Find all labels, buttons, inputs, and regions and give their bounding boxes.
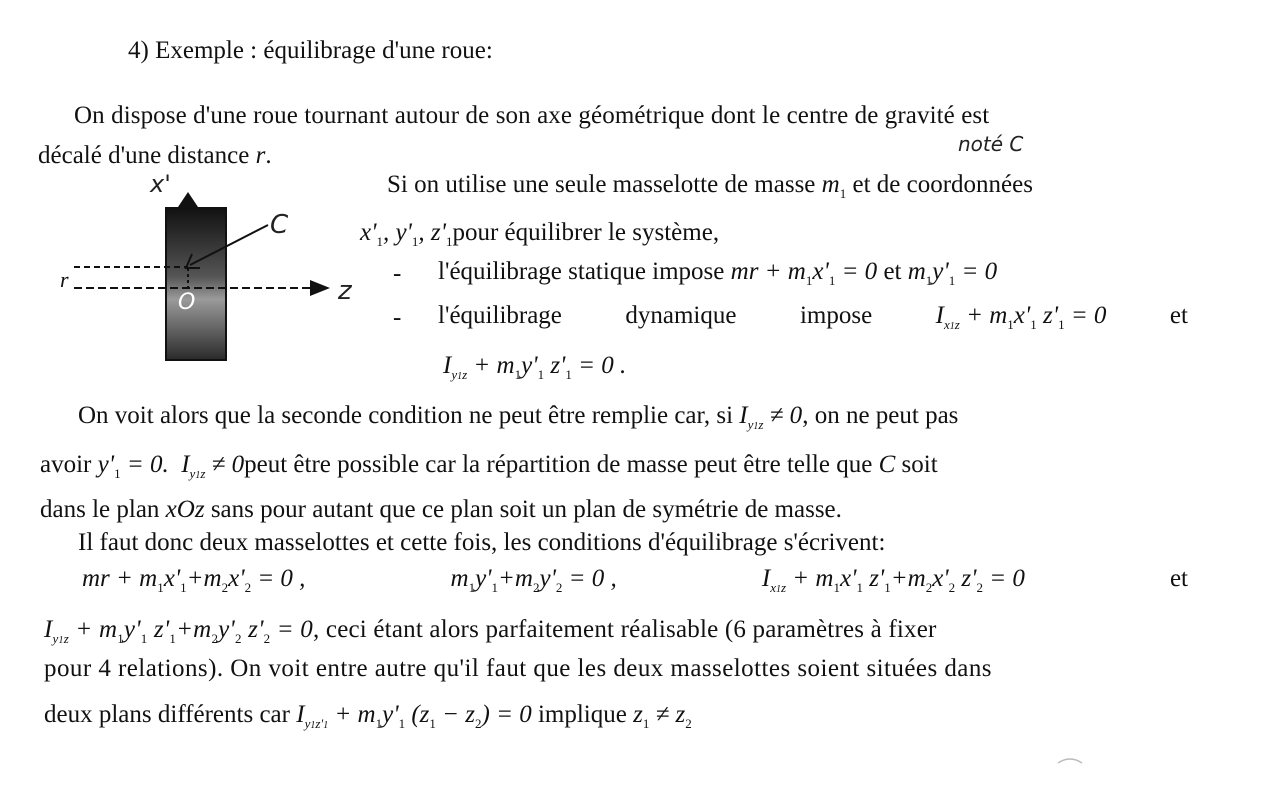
c-label: C	[270, 210, 289, 240]
single-mass-line-2: $x'_1$, $y'_1$, $z'_1pour$ équilibrer le système,	[360, 219, 720, 249]
para2-line-3: dans le plan xOz sans pour autant que ce plan soit un plan de symétrie de masse.	[40, 496, 842, 523]
dynamic-condition-2: $I_{y1z} + m_1y'_1$ $z'_1 = 0$ .	[443, 352, 627, 382]
scan-mark	[1056, 755, 1086, 767]
z-axis-arrow	[310, 280, 330, 296]
para3-line-3: $I_{y1z} + m_1y'_1$ $z'_1+m_2y'_2$ $z'_2 = 0$, ceci étant alors parfaitement réalisable (6 paramètres à fixer	[44, 616, 937, 646]
para2-line-2: avoir $y'_1 = 0$. $I_{y1z}$ ≠ 0peut être possible car la répartition de masse peut être telle que C soit	[40, 451, 938, 481]
single-mass-line-1: Si on utilise une seule masselotte de masse $m_1$ et de coordonnées	[387, 171, 1033, 201]
intro-line-1: On dispose d'une roue tournant autour de son axe géométrique dont le centre de gravité est	[74, 102, 990, 129]
wheel-diagram	[40, 170, 400, 370]
para3-line-4: pour 4 relations). On voit entre autre qu'il faut que les deux masselottes soient situées dans	[44, 655, 992, 682]
para2-line-1: On voit alors que la seconde condition ne peut être remplie car, si $I_{y1z} \ne 0$, on ne peut pas	[78, 402, 959, 432]
para3-line-1: Il faut donc deux masselottes et cette fois, les conditions d'équilibrage s'écrivent:	[78, 529, 886, 556]
para3-line-5: deux plans différents car $I_{y1z'1} + m_1y'_1$ $(z_1 - z_2) = 0$ implique $z_1 \ne z_2$	[44, 701, 692, 731]
r-label: r	[60, 267, 69, 292]
wheel-body	[166, 208, 226, 360]
handwritten-annotation: noté C	[958, 132, 1024, 156]
two-mass-equations: mr + $m_1x'_1+m_2x'_2 = 0$ , $m_1y'_1+m_2y'_2 = 0$ , $I_{x1z} + m_1x'_1$ $z'_1+m_2x'_2$ $z'_2 = 0$ et	[82, 565, 1188, 595]
static-dash: -	[393, 260, 402, 287]
origin-label: O	[178, 290, 196, 315]
dynamic-condition: l'équilibrage dynamique impose $I_{x1z} + m_1x'_1$ $z'_1 = 0$ et	[438, 302, 1188, 332]
static-condition: l'équilibrage statique impose mr + $m_1x'_1 = 0$ et $m_1y'_1 = 0$	[438, 258, 998, 288]
x-axis-label: x'	[150, 170, 171, 198]
intro-line-2: décalé d'une distance r.	[38, 142, 272, 169]
z-axis-label: z	[338, 276, 352, 306]
x-axis-arrow	[176, 192, 200, 210]
dynamic-dash: -	[393, 304, 402, 331]
section-heading: 4) Exemple : équilibrage d'une roue:	[128, 37, 493, 64]
